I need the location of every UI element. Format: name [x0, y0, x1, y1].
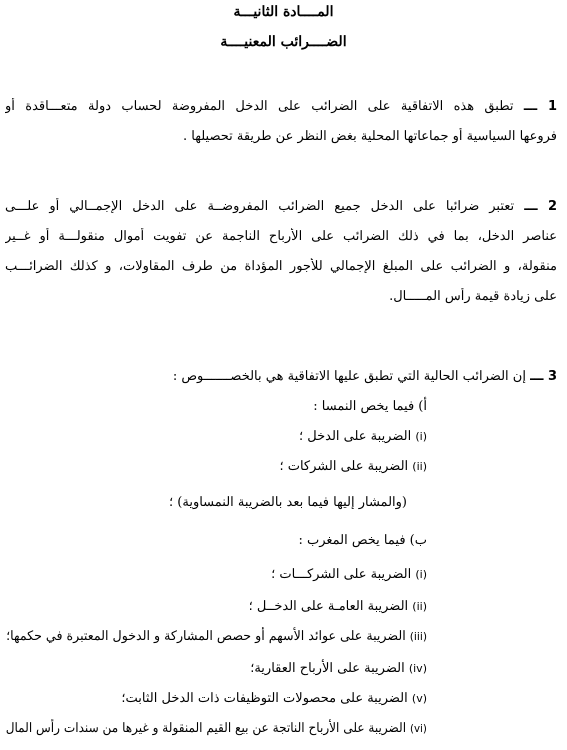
list-item: [279, 458, 427, 476]
list-a-note: (والمشار إليها فيما بعد بالضريبة النمساوية) ؛: [169, 495, 407, 510]
list-item: [249, 598, 427, 616]
para2-line2: عناصر الدخل، بما في ذلك الضرائب على الأرباح الناجمة عن تفويت أموال منقولـــة أو غــير: [5, 229, 557, 244]
para2-line1: [5, 198, 557, 216]
item-text: الضريبة على محصولات التوظيفات ذات الدخل الثابت؛: [121, 691, 408, 706]
item-text: الضريبة على الشركات ؛: [279, 459, 409, 474]
para3-intro: [173, 368, 557, 386]
item-text: الضريبة على الأرباح الناتجة عن بيع القيم المنقولة و غيرها من سندات رأس المال: [5, 721, 407, 736]
para2-text-line1: تعتبر ضرائبا على الدخل جميع الضرائب المفروضــة على الدخل الإجمــالي أو علـــى: [5, 199, 515, 214]
item-marker: (vi): [410, 722, 427, 735]
item-marker: (iii): [409, 630, 427, 643]
item-text: الضريبة على الأرباح العقارية؛: [250, 661, 405, 676]
para2-line3: منقولة، و الضرائب على المبلغ الإجمالي للأجور المؤداة من طرف المقاولات، و كذلك الضرائـــب: [5, 259, 557, 274]
item-marker: (ii): [412, 600, 427, 613]
item-text: الضريبة على الشركـــات ؛: [271, 567, 412, 582]
list-item: [299, 428, 427, 446]
para1-line2: فروعها السياسية أو جماعاتها المحلية بغض النظر عن طريقة تحصيلها .: [183, 129, 557, 144]
para1-text-line1: تطبق هذه الاتفاقية على الضرائب على الدخل المفروضة لحساب دولة متعـــاقدة أو: [5, 99, 514, 114]
para1-number: 1 ـــ: [523, 99, 557, 114]
para2-number: 2 ـــ: [524, 199, 557, 214]
list-a-heading: أ) فيما يخص النمسا :: [313, 399, 427, 414]
article-subtitle: الضــــرائب المعنيــــة: [220, 34, 347, 50]
para3-intro-text: إن الضرائب الحالية التي تطبق عليها الاتفاقية هي بالخصـــــــوص :: [172, 369, 526, 384]
para2-line4: على زيادة قيمة رأس المـــــال.: [389, 289, 557, 304]
list-b-heading: ب) فيما يخص المغرب :: [298, 533, 427, 548]
item-text: الضريبة العامـة على الدخــل ؛: [248, 599, 409, 614]
list-item: [6, 720, 427, 738]
item-marker: (iv): [408, 662, 427, 675]
list-item: [121, 690, 427, 708]
list-item: [250, 660, 427, 678]
para1-line1: [5, 98, 557, 116]
item-text: الضريبة على عوائد الأسهم أو حصص المشاركة و الدخول المعتبرة في حكمها؛: [6, 629, 406, 644]
item-marker: (v): [411, 692, 427, 705]
article-title: المــــادة الثانيـــة: [233, 4, 334, 20]
item-marker: (i): [415, 430, 427, 443]
list-item: [271, 566, 427, 584]
para3-number: 3 ـــ: [530, 369, 557, 384]
item-marker: (ii): [412, 460, 427, 473]
list-item: [6, 628, 427, 646]
item-marker: (i): [415, 568, 427, 581]
item-text: الضريبة على الدخل ؛: [298, 429, 412, 444]
